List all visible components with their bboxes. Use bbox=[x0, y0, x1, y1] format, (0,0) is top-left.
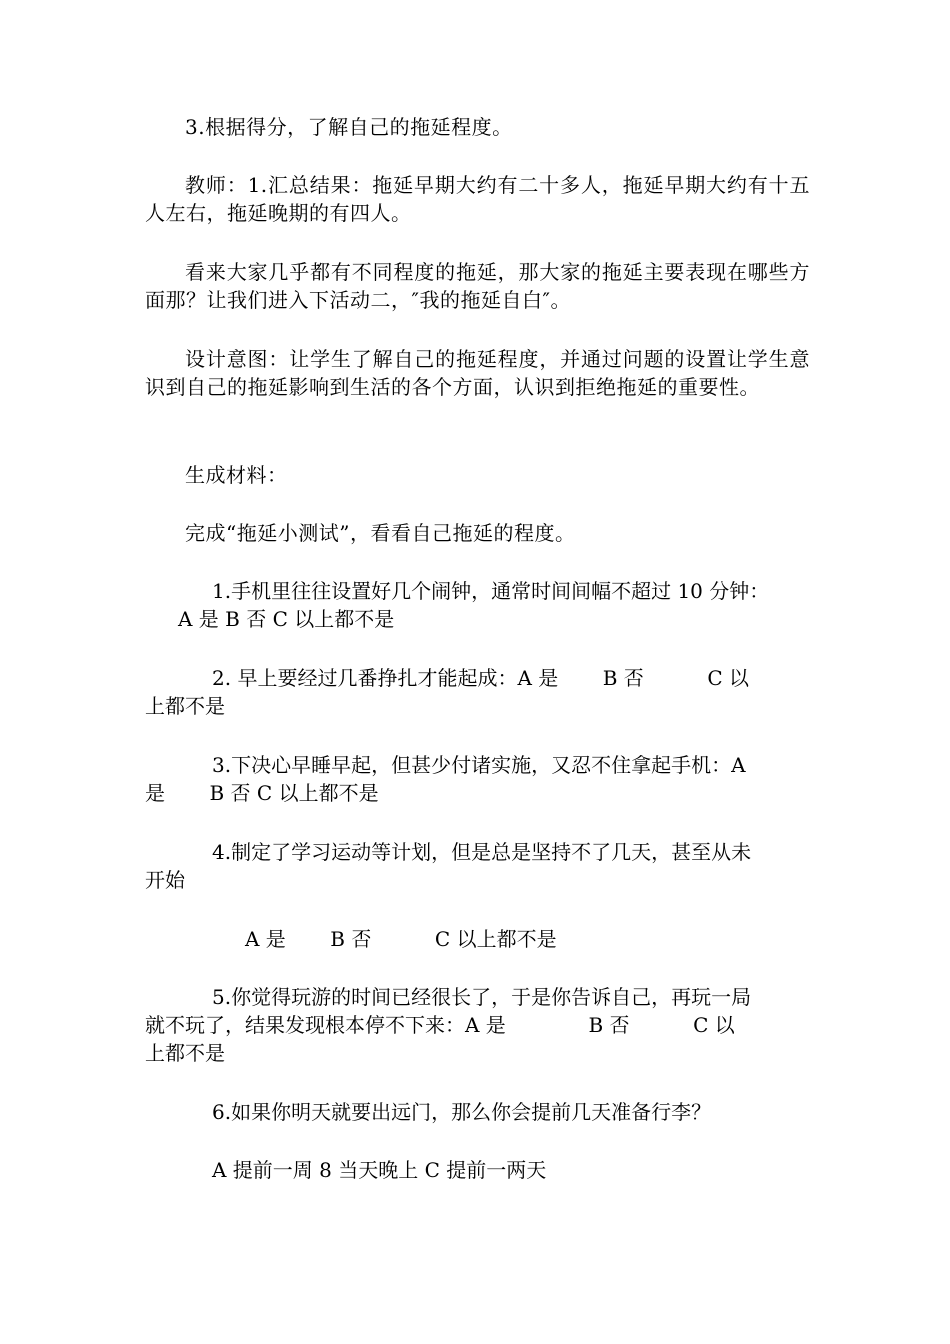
question-4-text: 4.制定了学习运动等计划，但是总是坚持不了几天，甚至从未 bbox=[212, 840, 752, 864]
paragraph-teacher-summary: 教师：1.汇总结果：拖延早期大约有二十多人，拖延早期大约有十五人左右，拖延晚期的有四人。 bbox=[145, 173, 810, 225]
question-3-text: 3.下决心早睡早起，但甚少付诸实施，又忍不住拿起手机：A bbox=[212, 753, 746, 777]
question-6-text: 6.如果你明天就要出远门，那么你会提前几天准备行李？ bbox=[212, 1100, 712, 1124]
question-2-text-cont: 上都不是 bbox=[145, 694, 225, 718]
question-4-options: A 是 B 否 C 以上都不是 bbox=[245, 927, 557, 951]
question-5-text-end: 上都不是 bbox=[145, 1041, 225, 1065]
paragraph-design-intent: 设计意图：让学生了解自己的拖延程度，并通过问题的设置让学生意识到自己的拖延影响到生活的各个方面，认识到拒绝拖延的重要性。 bbox=[145, 347, 810, 399]
question-4-text-cont: 开始 bbox=[145, 868, 185, 892]
question-3-options: 是 B 否 C 以上都不是 bbox=[145, 781, 379, 805]
question-1-text: 1.手机里往往设置好几个闹钟，通常时间间幅不超过 10 分钟： bbox=[212, 579, 770, 603]
question-5-text: 5.你觉得玩游的时间已经很长了，于是你告诉自己，再玩一局 bbox=[212, 985, 752, 1009]
paragraph-test-instruction: 完成“拖延小测试”，看看自己拖延的程度。 bbox=[185, 521, 576, 545]
paragraph-materials-heading: 生成材料： bbox=[185, 463, 288, 487]
paragraph-step-3: 3.根据得分，了解自己的拖延程度。 bbox=[185, 115, 513, 139]
paragraph-transition: 看来大家几乎都有不同程度的拖延，那大家的拖延主要表现在哪些方面那？让我们进入下活动二，″我的拖延自白″。 bbox=[145, 260, 810, 312]
question-1-options: A 是 B 否 C 以上都不是 bbox=[178, 607, 395, 631]
question-2-text: 2. 早上要经过几番挣扎才能起成：A 是 B 否 C 以 bbox=[212, 666, 750, 690]
question-6-options: A 提前一周 8 当天晚上 C 提前一两天 bbox=[212, 1158, 547, 1182]
question-5-text-cont: 就不玩了，结果发现根本停不下来：A 是 B 否 C 以 bbox=[145, 1013, 735, 1037]
